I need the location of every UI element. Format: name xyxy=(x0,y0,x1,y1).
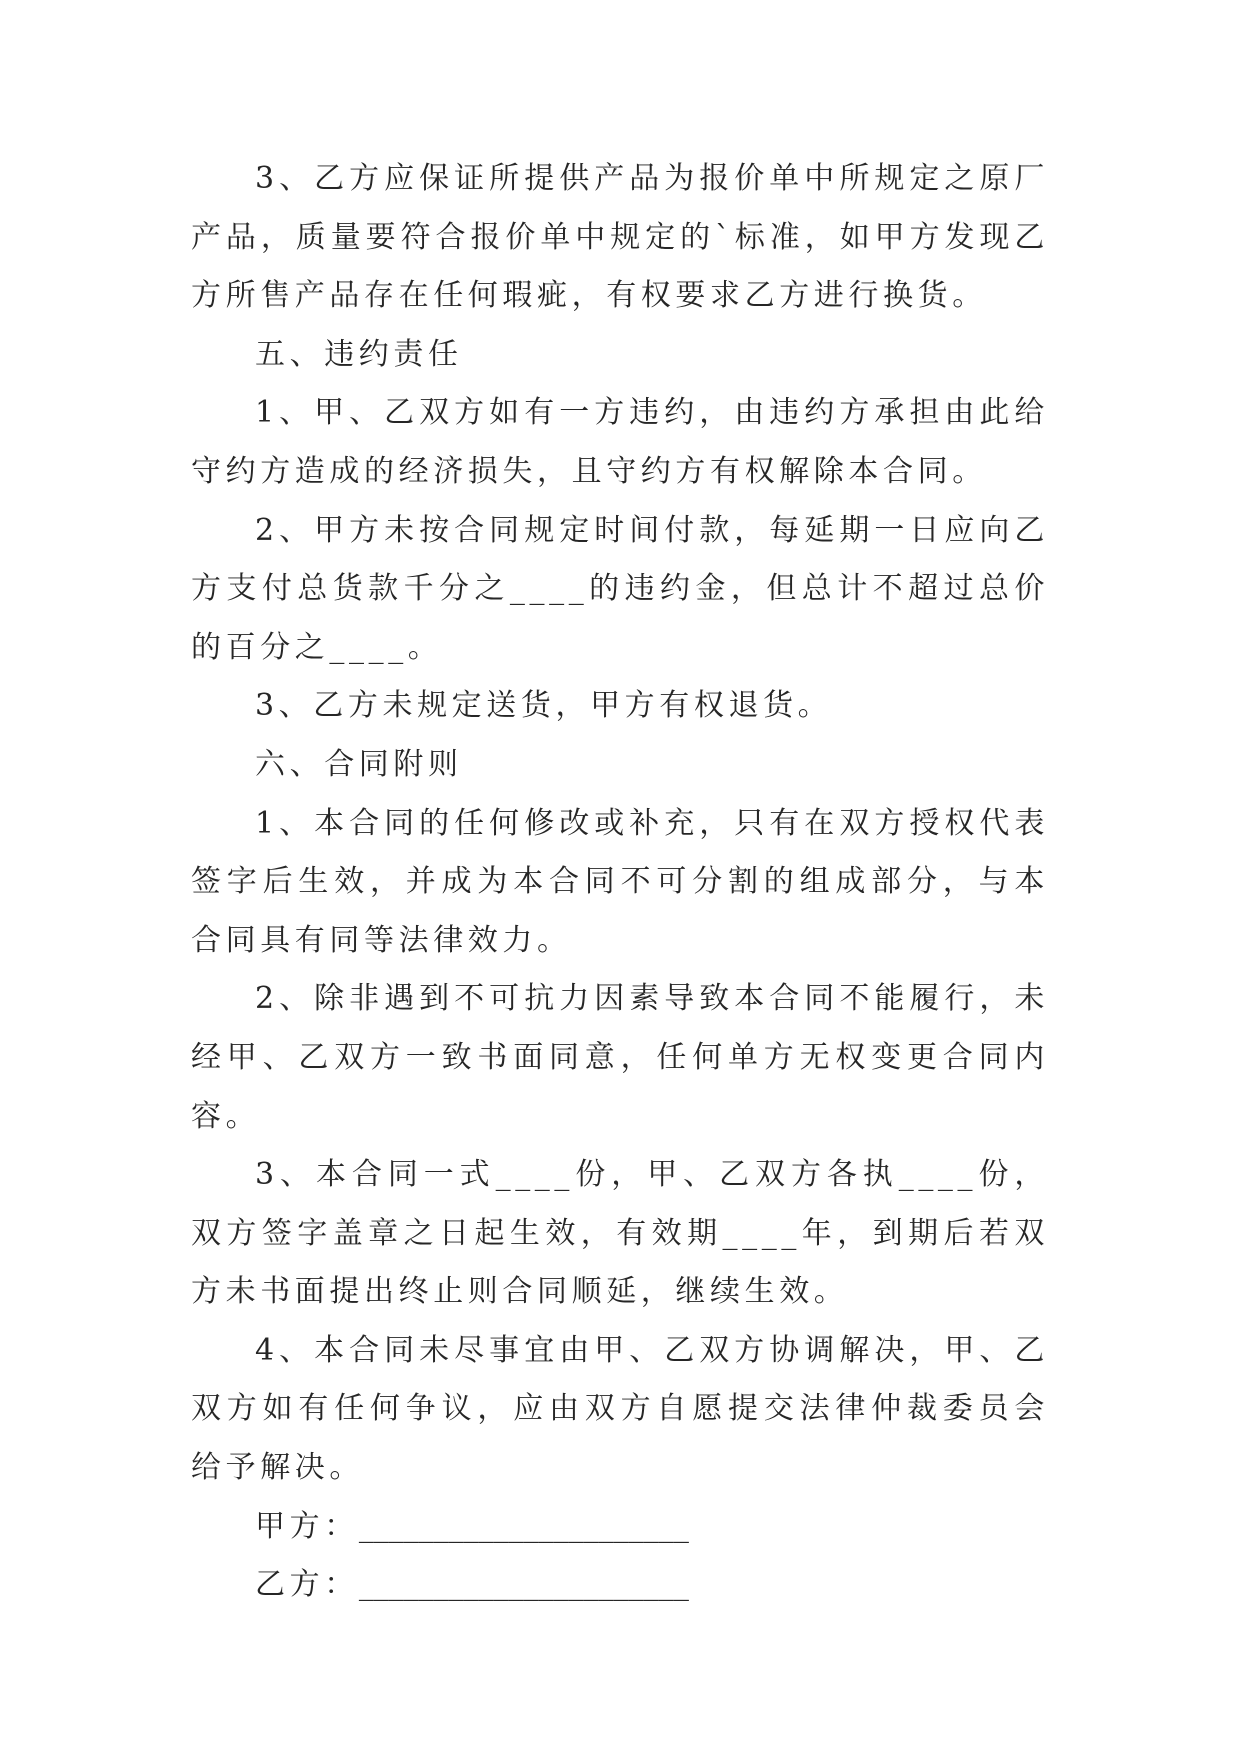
party-b-signature-line: ______________________ xyxy=(358,1567,689,1603)
clause-late-payment-penalty: 2、甲方未按合同规定时间付款，每延期一日应向乙方支付总货款千分之____的违约金，但总计不超过总价的百分之____。 xyxy=(191,512,1049,665)
contract-body xyxy=(191,150,1049,1615)
clause-dispute-resolution: 4、本合同未尽事宜由甲、乙双方协调解决，甲、乙双方如有任何争议，应由双方自愿提交法律仲裁委员会给予解决。 xyxy=(191,1332,1049,1486)
clause-amendments: 1、本合同的任何修改或补充，只有在双方授权代表签字后生效，并成为本合同不可分割的组成部分，与本合同具有同等法律效力。 xyxy=(191,805,1049,958)
signature-party-a xyxy=(191,1498,1049,1557)
clause-breach-loss: 1、甲、乙双方如有一方违约，由违约方承担由此给守约方造成的经济损失，且守约方有权解除本合同。 xyxy=(191,395,1049,489)
signature-party-b xyxy=(191,1556,1049,1615)
clause-delivery-return: 3、乙方未规定送货，甲方有权退货。 xyxy=(255,688,833,724)
clause-force-majeure: 2、除非遇到不可抗力因素导致本合同不能履行，未经甲、乙双方一致书面同意，任何单方无权变更合同内容。 xyxy=(191,981,1049,1134)
section-heading-supplementary-terms: 六、合同附则 xyxy=(255,746,463,782)
party-b-label: 乙方： xyxy=(255,1567,359,1603)
section-heading-breach-liability: 五、违约责任 xyxy=(255,336,463,372)
party-a-label: 甲方： xyxy=(255,1508,359,1544)
clause-copies-validity: 3、本合同一式____份，甲、乙双方各执____份，双方签字盖章之日起生效，有效期____年，到期后若双方未书面提出终止则合同顺延，继续生效。 xyxy=(191,1157,1049,1310)
clause-product-quality: 3、乙方应保证所提供产品为报价单中所规定之原厂产品，质量要符合报价单中规定的`标准，如甲方发现乙方所售产品存在任何瑕疵，有权要求乙方进行换货。 xyxy=(191,161,1049,314)
party-a-signature-line: ______________________ xyxy=(358,1508,689,1544)
